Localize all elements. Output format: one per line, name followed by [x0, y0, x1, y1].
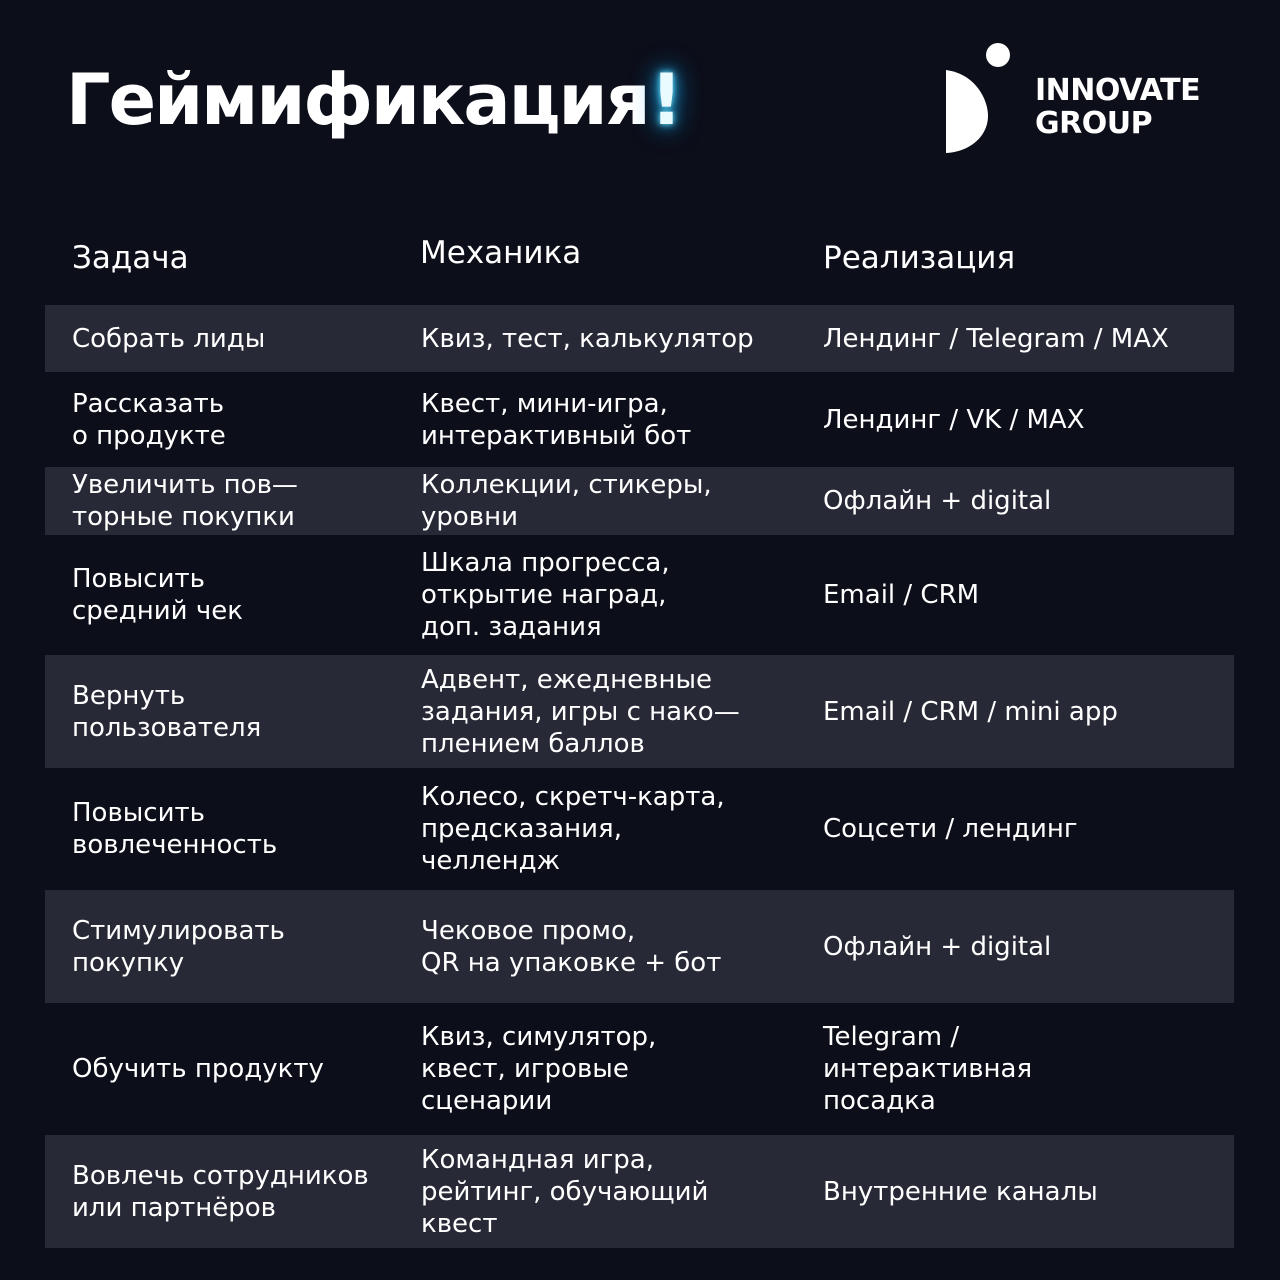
task-cell: Вернуть пользователя	[72, 680, 262, 743]
task-cell: Повысить вовлеченность	[72, 798, 278, 860]
mechanic-cell: Адвент, ежедневные задания, игры с нако— плением баллов	[421, 664, 740, 759]
table-row	[45, 768, 1234, 890]
logo-wordmark	[1035, 74, 1200, 140]
channel-cell: Email / CRM / mini app	[823, 696, 1118, 727]
table-row	[45, 535, 1234, 655]
channel-cell: Лендинг / VK / MAX	[823, 404, 1085, 435]
channel-cell: Лендинг / Telegram / MAX	[823, 323, 1169, 354]
logo-line-2: GROUP	[1035, 106, 1153, 141]
mechanic-cell: Чековое промо, QR на упаковке + бот	[421, 915, 722, 978]
task-cell: Вовлечь сотрудников или партнёров	[72, 1160, 369, 1223]
channel-cell: Telegram / интерактивная посадка	[823, 1022, 1033, 1116]
table-row	[45, 305, 1234, 372]
mechanic-cell: Квиз, тест, калькулятор	[421, 323, 754, 354]
mechanic-cell: Шкала прогресса, открытие наград, доп. задания	[421, 548, 670, 642]
column-header-mechanic: Механика	[420, 235, 582, 271]
innovate-group-logo	[940, 40, 1240, 160]
page-title-text: Геймификация	[66, 59, 649, 141]
glowing-exclamation-mark: !	[650, 59, 681, 141]
task-cell: Стимулировать покупку	[72, 915, 285, 978]
gamification-table	[45, 305, 1234, 1248]
mechanic-cell: Коллекции, стикеры, уровни	[421, 470, 712, 532]
table-row	[45, 372, 1234, 467]
table-row	[45, 1003, 1234, 1135]
table-row	[45, 1135, 1234, 1248]
channel-cell: Офлайн + digital	[823, 931, 1052, 962]
mechanic-cell: Командная игра, рейтинг, обучающий квест	[421, 1144, 709, 1239]
table-row	[45, 890, 1234, 1003]
task-cell: Обучить продукту	[72, 1054, 324, 1084]
channel-cell: Внутренние каналы	[823, 1176, 1098, 1207]
logo-line-1: INNOVATE	[1035, 73, 1201, 108]
channel-cell: Соцсети / лендинг	[823, 814, 1078, 844]
table-row	[45, 655, 1234, 768]
column-header-channel: Реализация	[823, 240, 1016, 276]
task-cell: Увеличить пов— торные покупки	[72, 470, 298, 532]
mechanic-cell: Колесо, скретч-карта, предсказания, челлендж	[421, 782, 725, 876]
table-row	[45, 467, 1234, 535]
mechanic-cell: Квест, мини-игра, интерактивный бот	[421, 388, 692, 451]
logo-mark-icon	[940, 40, 1020, 160]
task-cell: Повысить средний чек	[72, 564, 243, 626]
task-cell: Собрать лиды	[72, 323, 266, 354]
mechanic-cell: Квиз, симулятор, квест, игровые сценарии	[421, 1022, 657, 1116]
column-header-task: Задача	[72, 240, 189, 276]
page-title	[66, 52, 680, 148]
channel-cell: Офлайн + digital	[823, 486, 1052, 516]
task-cell: Рассказать о продукте	[72, 388, 226, 451]
channel-cell: Email / CRM	[823, 580, 980, 610]
